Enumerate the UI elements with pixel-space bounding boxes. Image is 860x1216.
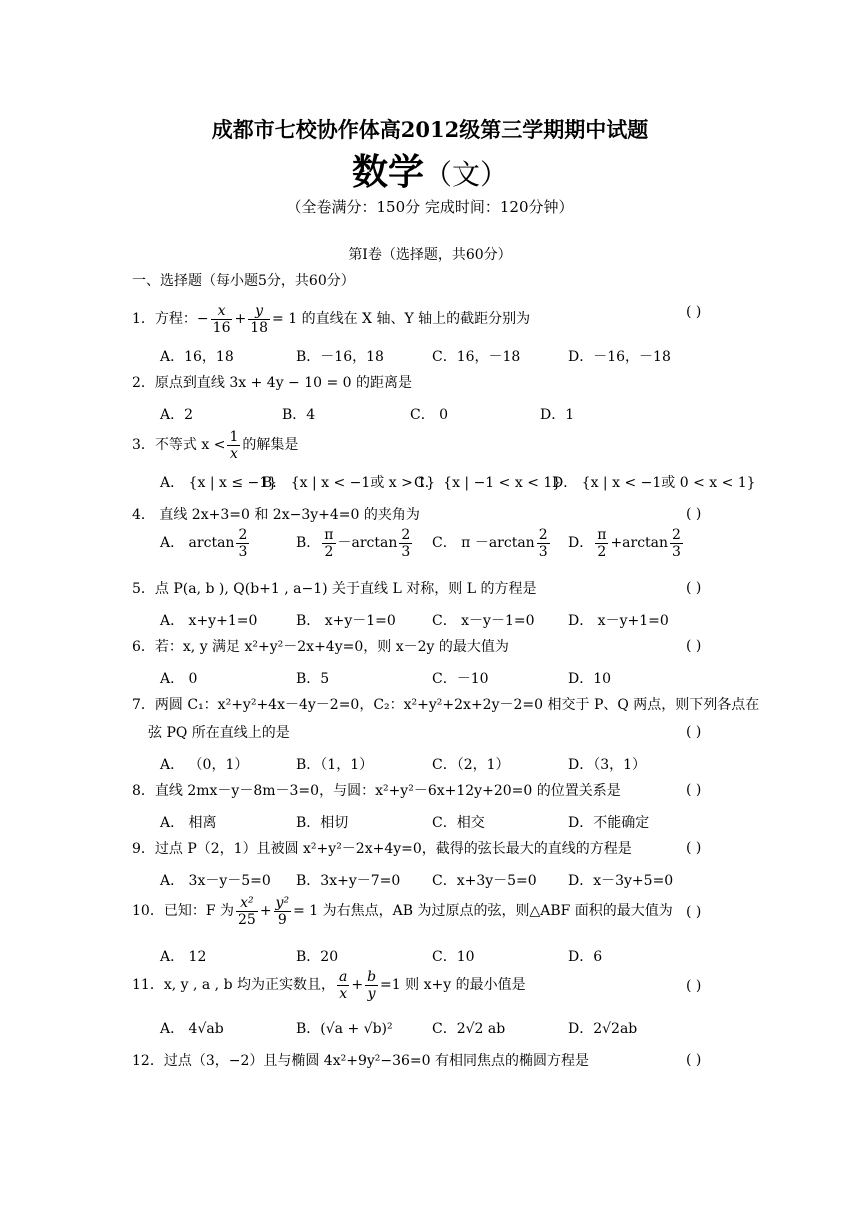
q10-frac1-den: 25 xyxy=(237,911,256,928)
q1-post: = 1 的直线在 X 轴、Y 轴上的截距分别为 xyxy=(272,311,531,327)
q5-option-c: C． x－y－1=0 xyxy=(432,613,535,629)
q11-frac2-den: y xyxy=(367,985,376,1002)
exam-title: 成都市七校协作体高2012级第三学期期中试题 xyxy=(211,117,649,142)
q4-d-den2: 3 xyxy=(672,543,681,560)
q4-a-frac xyxy=(236,527,249,560)
q1-option-b: B．－16，18 xyxy=(296,349,384,365)
q1-frac2-den: 18 xyxy=(250,319,269,336)
q10-frac1-num: x² xyxy=(236,895,258,912)
question-7: 7．两圆 C₁：x²+y²+4x－4y－2=0，C₂：x²+y²+2x+2y－2=0 相交于 P、Q 两点，则下列各点在 xyxy=(132,697,760,713)
q7-answer-paren: ( ) xyxy=(686,724,702,740)
question-1: 1．方程：− $\frac{x}{16}$ + $\frac{y}{18}$ = 1 的直线在 X 轴、Y 轴上的截距分别为 xyxy=(132,302,531,336)
q5-answer-paren: ( ) xyxy=(686,580,702,596)
q6-answer-paren: ( ) xyxy=(686,638,702,654)
q10-option-b: B．20 xyxy=(296,949,339,965)
q4-b-label: B． xyxy=(296,535,321,551)
q11-frac2 xyxy=(365,969,378,1002)
section-heading: 一、选择题（每小题5分，共60分） xyxy=(132,273,355,289)
q9-option-b: B．3x+y－7=0 xyxy=(296,873,401,889)
q6-option-c: C．－10 xyxy=(432,671,489,687)
q4-option-b xyxy=(296,526,414,560)
question-2: 2．原点到直线 3x + 4y − 10 = 0 的距离是 xyxy=(132,375,413,391)
q4-option-c xyxy=(432,526,552,560)
q11-post: =1 则 x+y 的最小值是 xyxy=(380,977,526,993)
q4-c-frac xyxy=(537,527,550,560)
q3-pre: 3．不等式 x < xyxy=(132,437,226,453)
q1-option-a: A．16，18 xyxy=(160,349,234,365)
q2-option-d: D．1 xyxy=(540,407,575,423)
q1-option-c: C．16，－18 xyxy=(432,349,521,365)
q4-c-label: C． π －arctan xyxy=(432,535,535,551)
q6-option-d: D．10 xyxy=(568,671,612,687)
q11-option-c: C．2√2 ab xyxy=(432,1021,506,1037)
q12-answer-paren: ( ) xyxy=(686,1052,702,1068)
q1-pre: 1． xyxy=(132,311,155,327)
q5-option-b: B． x+y－1=0 xyxy=(296,613,396,629)
q11-pre: 11．x, y , a , b 均为正实数且， xyxy=(132,977,335,993)
q3-option-c: C． {x | −1 < x < 1} xyxy=(414,475,562,491)
question-11: 11．x, y , a , b 均为正实数且， $\frac{a}{x}$ + $\frac{b}{y}$ =1 则 x+y 的最小值是 xyxy=(132,968,526,1002)
q4-d-frac1 xyxy=(595,527,608,560)
q11-answer-paren: ( ) xyxy=(686,978,702,994)
q6-option-b: B．5 xyxy=(296,671,330,687)
q11-option-d: D．2√2ab xyxy=(568,1021,638,1037)
q8-option-c: C．相交 xyxy=(432,815,485,831)
q9-option-c: C．x+3y－5=0 xyxy=(432,873,537,889)
q1-frac1-num: x xyxy=(211,303,233,320)
q3-post: 的解集是 xyxy=(242,437,299,453)
q1-answer-paren: ( ) xyxy=(686,304,702,320)
q11-frac1-den: x xyxy=(339,985,348,1002)
q4-option-a xyxy=(160,526,251,560)
q1-pre-text: 方程： xyxy=(154,311,197,327)
q4-c-num: 2 xyxy=(538,526,548,543)
q4-c-den: 3 xyxy=(538,543,548,560)
q11-frac1-num: a xyxy=(338,968,348,985)
q3-frac-num: 1 xyxy=(229,428,239,445)
subject-name: 数学 xyxy=(351,151,424,193)
q2-option-b: B．4 xyxy=(282,407,316,423)
q10-frac1 xyxy=(236,895,258,928)
question-9: 9．过点 P（2，1）且被圆 x²+y²－2x+4y=0，截得的弦长最大的直线的方程是 xyxy=(132,841,632,857)
q9-option-d: D．x－3y+5=0 xyxy=(568,873,674,889)
q6-option-a: A． 0 xyxy=(160,671,198,687)
q4-d-label: D． xyxy=(568,535,594,551)
q2-option-a: A．2 xyxy=(160,407,194,423)
q4-a-label: A． arctan xyxy=(160,535,235,551)
q1-frac1 xyxy=(211,303,233,336)
q4-option-d xyxy=(568,526,685,560)
q1-frac2-num: y xyxy=(248,303,270,320)
q8-option-b: B．相切 xyxy=(296,815,349,831)
q7-option-a: A． （0，1） xyxy=(160,757,249,773)
subject-title xyxy=(0,150,860,197)
question-10: 10．已知：F 为 $\frac{\text{x²}}{25}$ + $\frac{\text{y²}}{9}$ = 1 为右焦点，AB 为过原点的弦，则△ABF 面积的最大值为 xyxy=(132,894,673,928)
q1-option-d: D．－16，－18 xyxy=(568,349,671,365)
q7-option-d: D．（3，1） xyxy=(568,757,647,773)
q10-frac2-num: y² xyxy=(275,894,290,911)
q9-answer-paren: ( ) xyxy=(686,840,702,856)
q3-frac xyxy=(227,429,240,462)
q11-frac2-num: b xyxy=(367,968,377,985)
q1-frac1-den: 16 xyxy=(212,319,231,336)
q4-a-den: 3 xyxy=(238,543,248,560)
subject-sub: （文） xyxy=(424,158,509,191)
q4-d-num1: π xyxy=(597,526,607,543)
q8-option-a: A． 相离 xyxy=(160,815,217,831)
q4-a-num: 2 xyxy=(238,526,248,543)
q4-d-num2: 2 xyxy=(672,526,681,543)
q10-frac2 xyxy=(274,895,292,928)
q10-option-c: C．10 xyxy=(432,949,475,965)
q4-b-mid: －arctan xyxy=(337,535,398,551)
q8-option-d: D．不能确定 xyxy=(568,815,650,831)
q4-b-frac2 xyxy=(399,527,412,560)
q4-b-den2: 3 xyxy=(401,543,411,560)
question-4: 4． 直线 2x+3=0 和 2x−3y+4=0 的夹角为 xyxy=(132,507,420,523)
question-5: 5．点 P(a, b ), Q(b+1 , a−1) 关于直线 L 对称，则 L 的方程是 xyxy=(132,581,537,597)
q4-b-den1: 2 xyxy=(324,543,334,560)
question-6: 6．若：x, y 满足 x²+y²－2x+4y=0，则 x－2y 的最大值为 xyxy=(132,639,509,655)
q7-option-c: C．（2，1） xyxy=(432,757,510,773)
q10-option-a: A． 12 xyxy=(160,949,207,965)
question-8: 8．直线 2mx－y－8m－3=0，与圆：x²+y²－6x+12y+20=0 的位置关系是 xyxy=(132,783,621,799)
q4-answer-paren: ( ) xyxy=(686,506,702,522)
q10-answer-paren: ( ) xyxy=(686,904,702,920)
q4-b-num2: 2 xyxy=(401,526,411,543)
part-heading: 第Ⅰ卷（选择题，共60分） xyxy=(348,247,512,263)
q11-option-a: A． 4√ab xyxy=(160,1021,224,1037)
q9-option-a: A． 3x－y－5=0 xyxy=(160,873,271,889)
q11-frac1 xyxy=(337,969,349,1002)
q4-b-num1: π xyxy=(324,526,334,543)
q10-pre: 10．已知：F 为 xyxy=(132,903,234,919)
q5-option-d: D． x－y+1=0 xyxy=(568,613,669,629)
q4-d-mid: +arctan xyxy=(610,535,669,551)
q10-frac2-den: 9 xyxy=(277,911,287,928)
exam-info: （全卷满分：150分 完成时间：120分钟） xyxy=(286,198,574,216)
question-3 xyxy=(132,428,298,462)
question-7-cont: 弦 PQ 所在直线上的是 xyxy=(148,725,290,741)
q4-b-frac1 xyxy=(322,527,335,560)
q4-d-frac2 xyxy=(670,527,683,560)
q7-option-b: B．（1，1） xyxy=(296,757,374,773)
question-12: 12．过点（3，−2）且与椭圆 4x²+9y²−36=0 有相同焦点的椭圆方程是 xyxy=(132,1053,590,1069)
q2-option-c: C． 0 xyxy=(410,407,449,423)
q10-option-d: D．6 xyxy=(568,949,603,965)
q8-answer-paren: ( ) xyxy=(686,782,702,798)
q11-option-b: B．(√a + √b)² xyxy=(296,1021,393,1037)
q3-option-d: D． {x | x < −1或 0 < x < 1} xyxy=(552,475,756,491)
q3-frac-den: x xyxy=(229,445,238,462)
q1-frac2 xyxy=(248,303,270,336)
q4-d-den1: 2 xyxy=(597,543,607,560)
q3-option-b: B． {x | x < −1或 x > 1} xyxy=(262,475,436,491)
q3-option-a: A． {x | x ≤ −1} xyxy=(160,475,278,491)
q10-post: = 1 为右焦点，AB 为过原点的弦，则△ABF 面积的最大值为 xyxy=(293,903,673,919)
q5-option-a: A． x+y+1=0 xyxy=(160,613,258,629)
